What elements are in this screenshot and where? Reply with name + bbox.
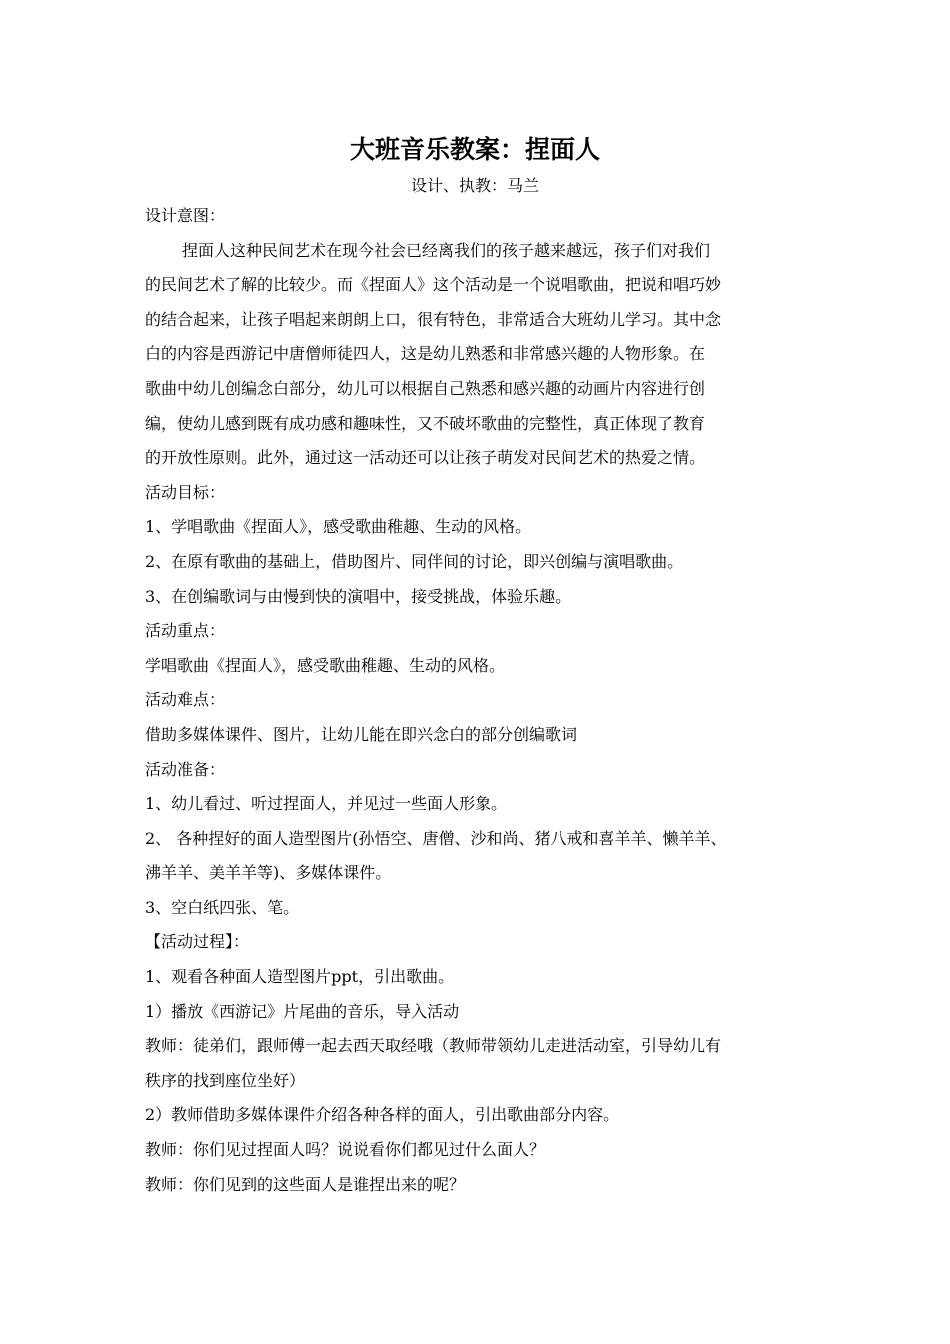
teacher-line: 教师：徒弟们，跟师傅一起去西天取经哦（教师带领幼儿走进活动室，引导幼儿有 xyxy=(145,1036,722,1056)
difficulty-text: 借助多媒体课件、图片，让幼儿能在即兴念白的部分创编歌词 xyxy=(145,724,578,744)
paragraph-line: 的民间艺术了解的比较少。而《捏面人》这个活动是一个说唱歌曲，把说和唱巧妙 xyxy=(145,275,722,295)
heading-preparation: 活动准备： xyxy=(145,759,226,779)
preparation-item: 3、空白纸四张、笔。 xyxy=(145,897,300,917)
process-substep: 1）播放《西游记》片尾曲的音乐，导入活动 xyxy=(145,1001,460,1021)
heading-activity-process: 【活动过程】： xyxy=(145,932,250,952)
heading-design-intent: 设计意图： xyxy=(145,206,226,225)
paragraph-line: 捏面人这种民间艺术在现今社会已经离我们的孩子越来越远，孩子们对我们 xyxy=(182,240,711,260)
heading-activity-goals: 活动目标： xyxy=(145,482,226,502)
process-step: 1、观看各种面人造型图片ppt，引出歌曲。 xyxy=(145,967,455,987)
teacher-line: 教师：你们见到的这些面人是谁捏出来的呢？ xyxy=(145,1174,466,1194)
paragraph-line: 的结合起来，让孩子唱起来朗朗上口，很有特色，非常适合大班幼儿学习。其中念 xyxy=(145,309,722,329)
preparation-item: 2、 各种捏好的面人造型图片(孙悟空、唐僧、沙和尚、猪八戒和喜羊羊、懒羊羊、 xyxy=(145,828,727,848)
process-substep: 2）教师借助多媒体课件介绍各种各样的面人，引出歌曲部分内容。 xyxy=(145,1105,620,1125)
document-title: 大班音乐教案：捏面人 xyxy=(349,135,600,164)
teacher-line: 教师：你们见过捏面人吗？说说看你们都见过什么面人？ xyxy=(145,1140,546,1160)
document-body xyxy=(145,199,811,1202)
goal-item: 2、在原有歌曲的基础上，借助图片、同伴间的讨论，即兴创编与演唱歌曲。 xyxy=(145,551,684,571)
preparation-item: 1、幼儿看过、听过捏面人，并见过一些面人形象。 xyxy=(145,794,508,814)
paragraph-line: 歌曲中幼儿创编念白部分，幼儿可以根据自己熟悉和感兴趣的动画片内容进行创 xyxy=(145,378,706,398)
heading-key-points: 活动重点： xyxy=(145,621,226,641)
teacher-line-continued: 秩序的找到座位坐好） xyxy=(145,1070,306,1090)
goal-item: 1、学唱歌曲《捏面人》，感受歌曲稚趣、生动的风格。 xyxy=(145,517,532,537)
preparation-item-continued: 沸羊羊、美羊羊等)、多媒体课件。 xyxy=(145,863,392,883)
heading-difficulties: 活动难点： xyxy=(145,690,226,710)
paragraph-line: 白的内容是西游记中唐僧师徒四人，这是幼儿熟悉和非常感兴趣的人物形象。在 xyxy=(145,344,706,364)
paragraph-line: 编，使幼儿感到既有成功感和趣味性，又不破坏歌曲的完整性，真正体现了教育 xyxy=(145,413,706,433)
key-point-text: 学唱歌曲《捏面人》，感受歌曲稚趣、生动的风格。 xyxy=(145,655,506,675)
paragraph-line: 的开放性原则。此外，通过这一活动还可以让孩子萌发对民间艺术的热爱之情。 xyxy=(145,448,706,468)
document-author: 设计、执教：马兰 xyxy=(410,176,539,195)
goal-item: 3、在创编歌词与由慢到快的演唱中，接受挑战，体验乐趣。 xyxy=(145,586,572,606)
